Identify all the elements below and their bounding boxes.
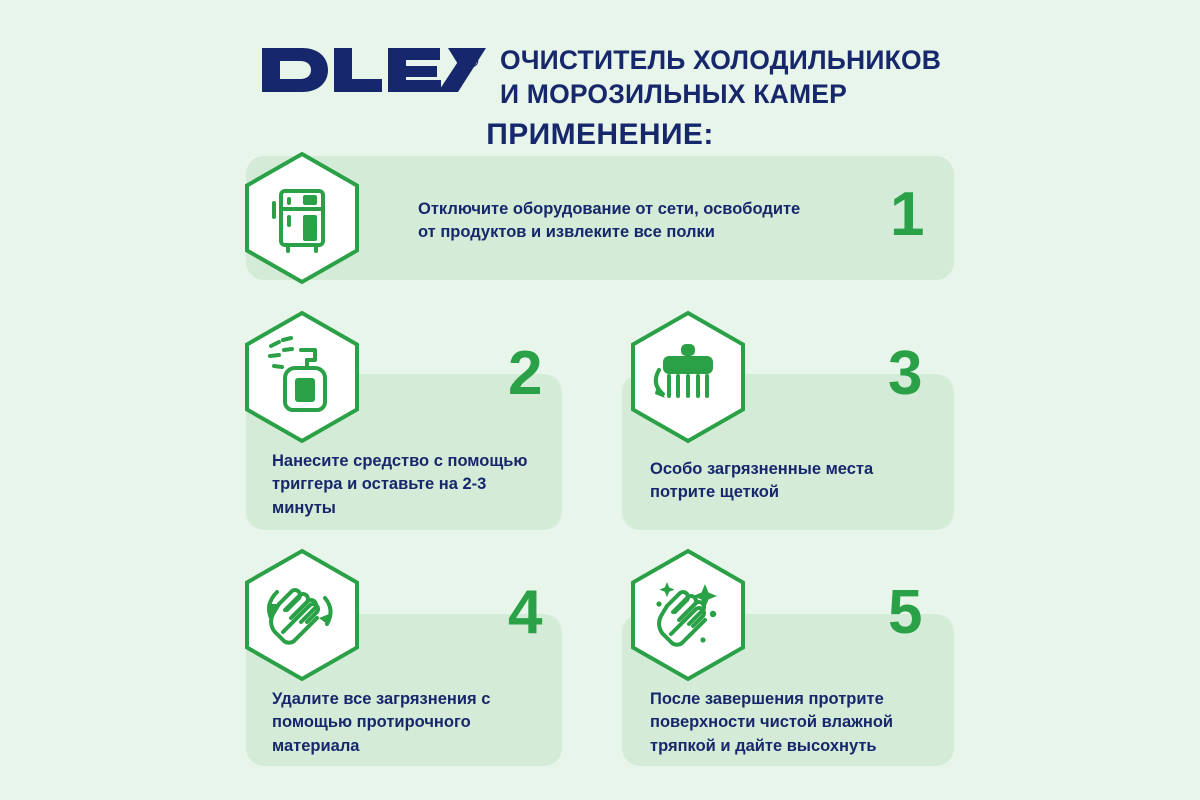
spray-bottle-icon <box>243 310 361 444</box>
registered-mark: ® <box>466 52 479 71</box>
step-number: 4 <box>508 578 543 647</box>
page-title-line-2: И МОРОЗИЛЬНЫХ КАМЕР <box>500 78 847 109</box>
hand-sparkle-cloth-icon <box>629 548 747 682</box>
step-number: 2 <box>508 339 543 408</box>
step-number: 5 <box>888 578 923 647</box>
poster-header <box>0 20 1200 151</box>
step-text: Отключите оборудование от сети, освободите от продуктов и извлеките все полки <box>418 200 801 242</box>
page-title <box>500 44 1160 112</box>
step-text: После завершения протрите поверхности чистой влажной тряпкой и дайте высохнуть <box>650 690 894 755</box>
step-text: Нанесите средство с помощью триггера и оставьте на 2-3 минуты <box>272 452 528 517</box>
brush-icon <box>629 310 747 444</box>
hand-wiping-cloth-icon <box>243 548 361 682</box>
page-title-line-1: ОЧИСТИТЕЛЬ ХОЛОДИЛЬНИКОВ <box>500 45 942 75</box>
refrigerator-icon <box>243 151 361 285</box>
step-number: 3 <box>888 339 923 408</box>
step-number: 1 <box>890 180 925 249</box>
step-text: Особо загрязненные места потрите щеткой <box>650 460 874 502</box>
plex-logo <box>258 42 488 102</box>
section-title: ПРИМЕНЕНИЕ: <box>486 118 714 151</box>
step-text: Удалите все загрязнения с помощью протирочного материала <box>272 690 491 755</box>
